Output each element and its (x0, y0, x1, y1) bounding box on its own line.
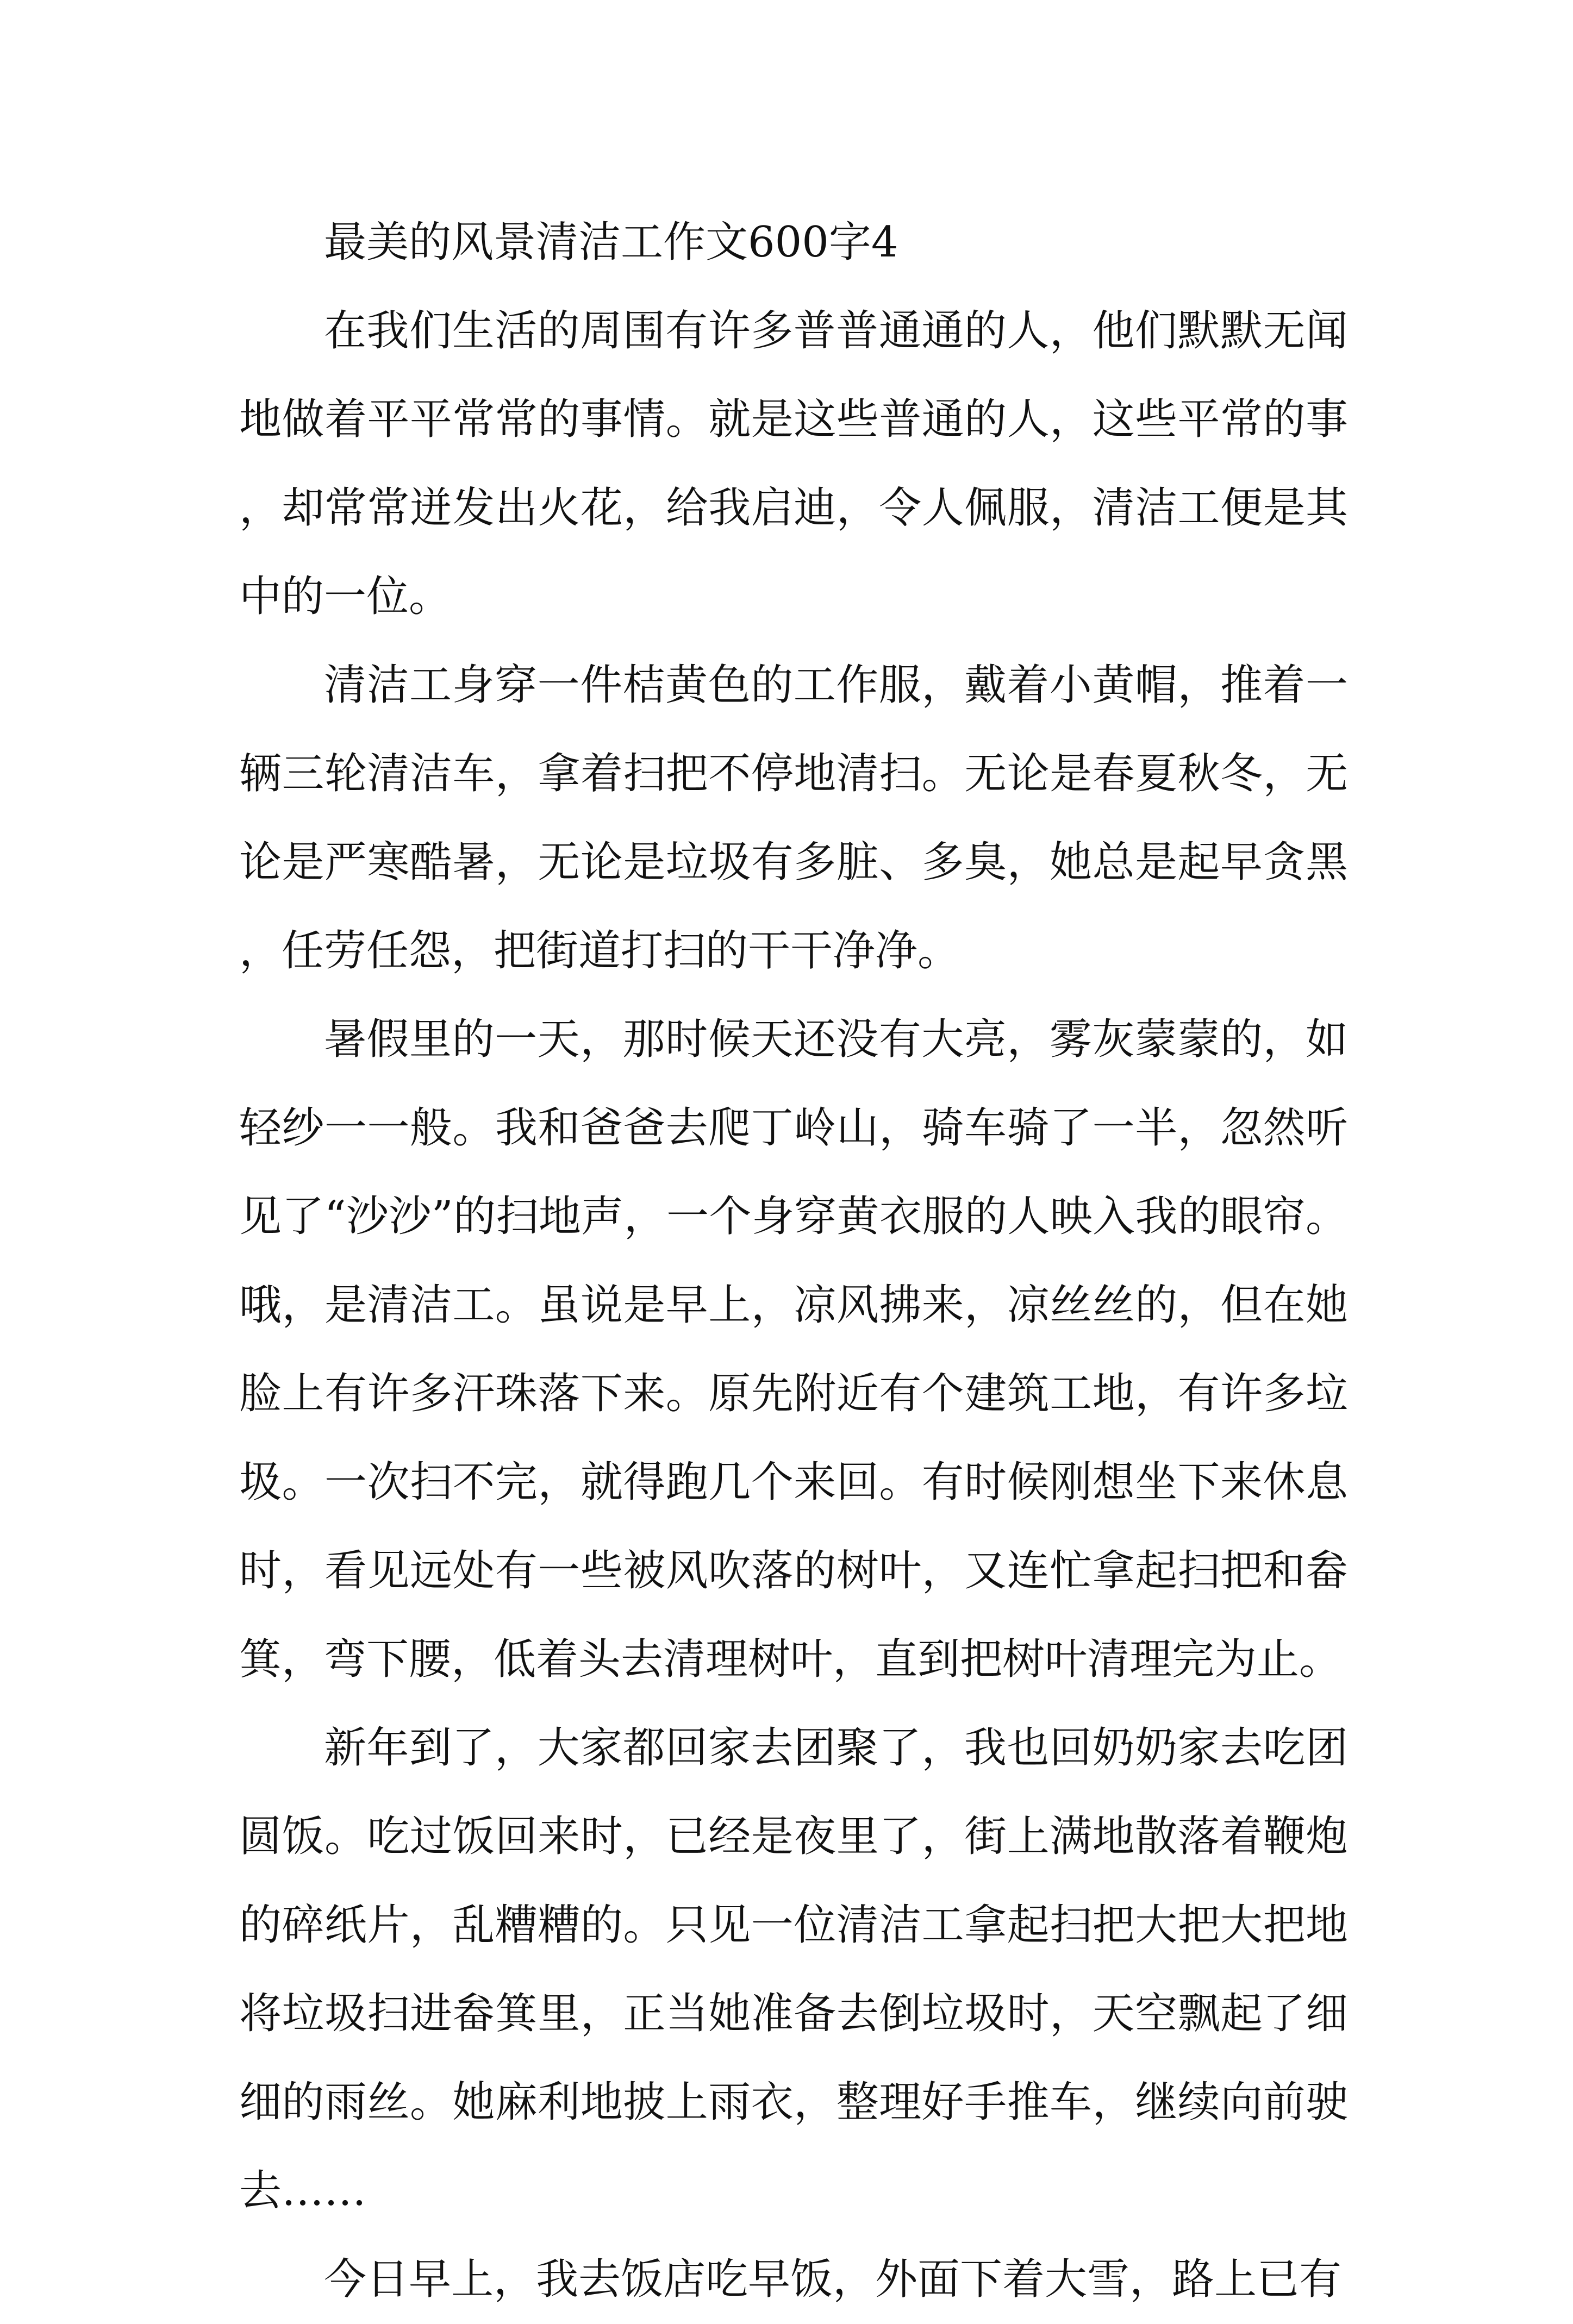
paragraph-1: 在我们生活的周围有许多普普通通的人，他们默默无闻地做着平平常常的事情。就是这些普通的人，这些平常的事，却常常迸发出火花，给我启迪，令人佩服，清洁工便是其中的一位。 (239, 306, 1348, 621)
paragraph-3: 暑假里的一天，那时候天还没有大亮，雾灰蒙蒙的，如轻纱一一般。我和爸爸去爬丁岭山，骑车骑了一半，忽然听见了“沙沙”的扫地声，一个身穿黄衣服的人映入我的眼帘。哦，是清洁工。虽说是早上，凉风拂来，凉丝丝的，但在她脸上有许多汗珠落下来。原先附近有个建筑工地，有许多垃圾。一次扫不完，就得跑几个来回。有时候刚想坐下来休息时，看见远处有一些被风吹落的树叶，又连忙拿起扫把和畚箕，弯下腰，低着头去清理树叶，直到把树叶清理完为止。 (239, 1015, 1348, 1684)
paragraph-5: 今日早上，我去饭店吃早饭，外面下着大雪，路上已有 (324, 2255, 1342, 2304)
paragraph-4: 新年到了，大家都回家去团聚了，我也回奶奶家去吃团圆饭。吃过饭回来时，已经是夜里了，街上满地散落着鞭炮的碎纸片，乱糟糟的。只见一位清洁工拿起扫把大把大把地将垃圾扫进畚箕里，正当她准备去倒垃圾时，天空飘起了细细的雨丝。她麻利地披上雨衣，整理好手推车，继续向前驶去…… (239, 1724, 1348, 2215)
document-title: 最美的风景清洁工作文600字4 (324, 218, 898, 267)
paragraph-2: 清洁工身穿一件桔黄色的工作服，戴着小黄帽，推着一辆三轮清洁车，拿着扫把不停地清扫。无论是春夏秋冬，无论是严寒酷暑，无论是垃圾有多脏、多臭，她总是起早贪黑，任劳任怨，把街道打扫的干干净净。 (239, 661, 1348, 975)
document-body (239, 198, 1348, 2324)
